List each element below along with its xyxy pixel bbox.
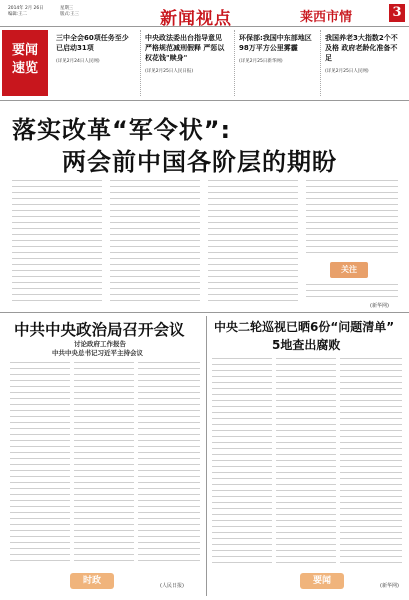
brief-ref: (详见2月25日人民日报)	[145, 69, 194, 74]
lead-subheadline: 两会前中国各阶层的期盼	[62, 148, 337, 176]
page-number: 3	[389, 4, 405, 22]
masthead-weekday	[60, 6, 79, 18]
left-story-sub2: 中共中央总书记习近平主持会议	[52, 349, 143, 357]
masthead	[0, 0, 409, 27]
brief-ref: (详见2月25日新华网)	[239, 59, 283, 64]
brief-headline: 我国养老3大指数2个不及格 政府老龄化准备不足	[325, 34, 398, 62]
right-column-1	[212, 356, 272, 566]
lead-column-3	[208, 178, 298, 302]
editor-line: 编辑:王二	[8, 12, 28, 17]
left-byline: (人民日报)	[160, 583, 184, 589]
lead-column-1	[12, 178, 102, 302]
briefs-label-text: 要闻速览	[11, 43, 38, 76]
brief-headline: 环保部:我国中东部地区98万平方公里雾霾	[239, 34, 312, 52]
right-story-subheadline: 5地查出腐败	[272, 338, 341, 352]
divider	[0, 312, 409, 313]
left-column-3	[138, 360, 200, 565]
paper-name: 莱西市情	[300, 10, 353, 25]
brief-headline: 三中全会60项任务至少已启动31项	[56, 34, 129, 52]
lead-column-4b	[306, 282, 398, 302]
right-story-headline: 中央二轮巡视已晒6份“问题清单”	[214, 320, 395, 334]
brief-item[interactable]	[52, 30, 138, 96]
lead-headline: 落实改革“军令状”:	[12, 116, 232, 144]
left-story-headline: 中共中央政治局召开会议	[14, 321, 185, 339]
brief-item[interactable]	[234, 30, 318, 96]
lead-byline: (新华网)	[370, 303, 389, 309]
layout-editor: 版式:王三	[60, 12, 80, 17]
left-column-1	[10, 360, 70, 565]
section-title: 新闻视点	[160, 9, 232, 29]
brief-ref: (详见2月24日人民网)	[56, 59, 100, 64]
brief-item[interactable]	[320, 30, 408, 96]
right-column-3	[340, 356, 402, 566]
column-divider	[206, 316, 207, 596]
right-byline: (新华网)	[380, 583, 399, 589]
date-line: 2014年 2月 26日	[8, 6, 44, 11]
brief-item[interactable]	[140, 30, 232, 96]
briefs-label	[2, 30, 48, 96]
weekday: 星期三	[60, 6, 74, 11]
right-column-2	[276, 356, 336, 566]
left-story-sub1: 讨论政府工作报告	[74, 340, 126, 348]
brief-headline: 中央政法委出台指导意见严格规范减刑假释 严惩以权花钱"赎身"	[145, 34, 225, 62]
brief-ref: (详见2月25日人民网)	[325, 69, 369, 74]
lead-stamp: 关注	[330, 262, 368, 278]
left-column-2	[74, 360, 134, 565]
masthead-date	[8, 6, 44, 18]
left-stamp: 时政	[70, 573, 114, 589]
divider	[0, 100, 409, 101]
lead-column-4	[306, 178, 398, 258]
lead-column-2	[110, 178, 200, 302]
right-stamp: 要闻	[300, 573, 344, 589]
